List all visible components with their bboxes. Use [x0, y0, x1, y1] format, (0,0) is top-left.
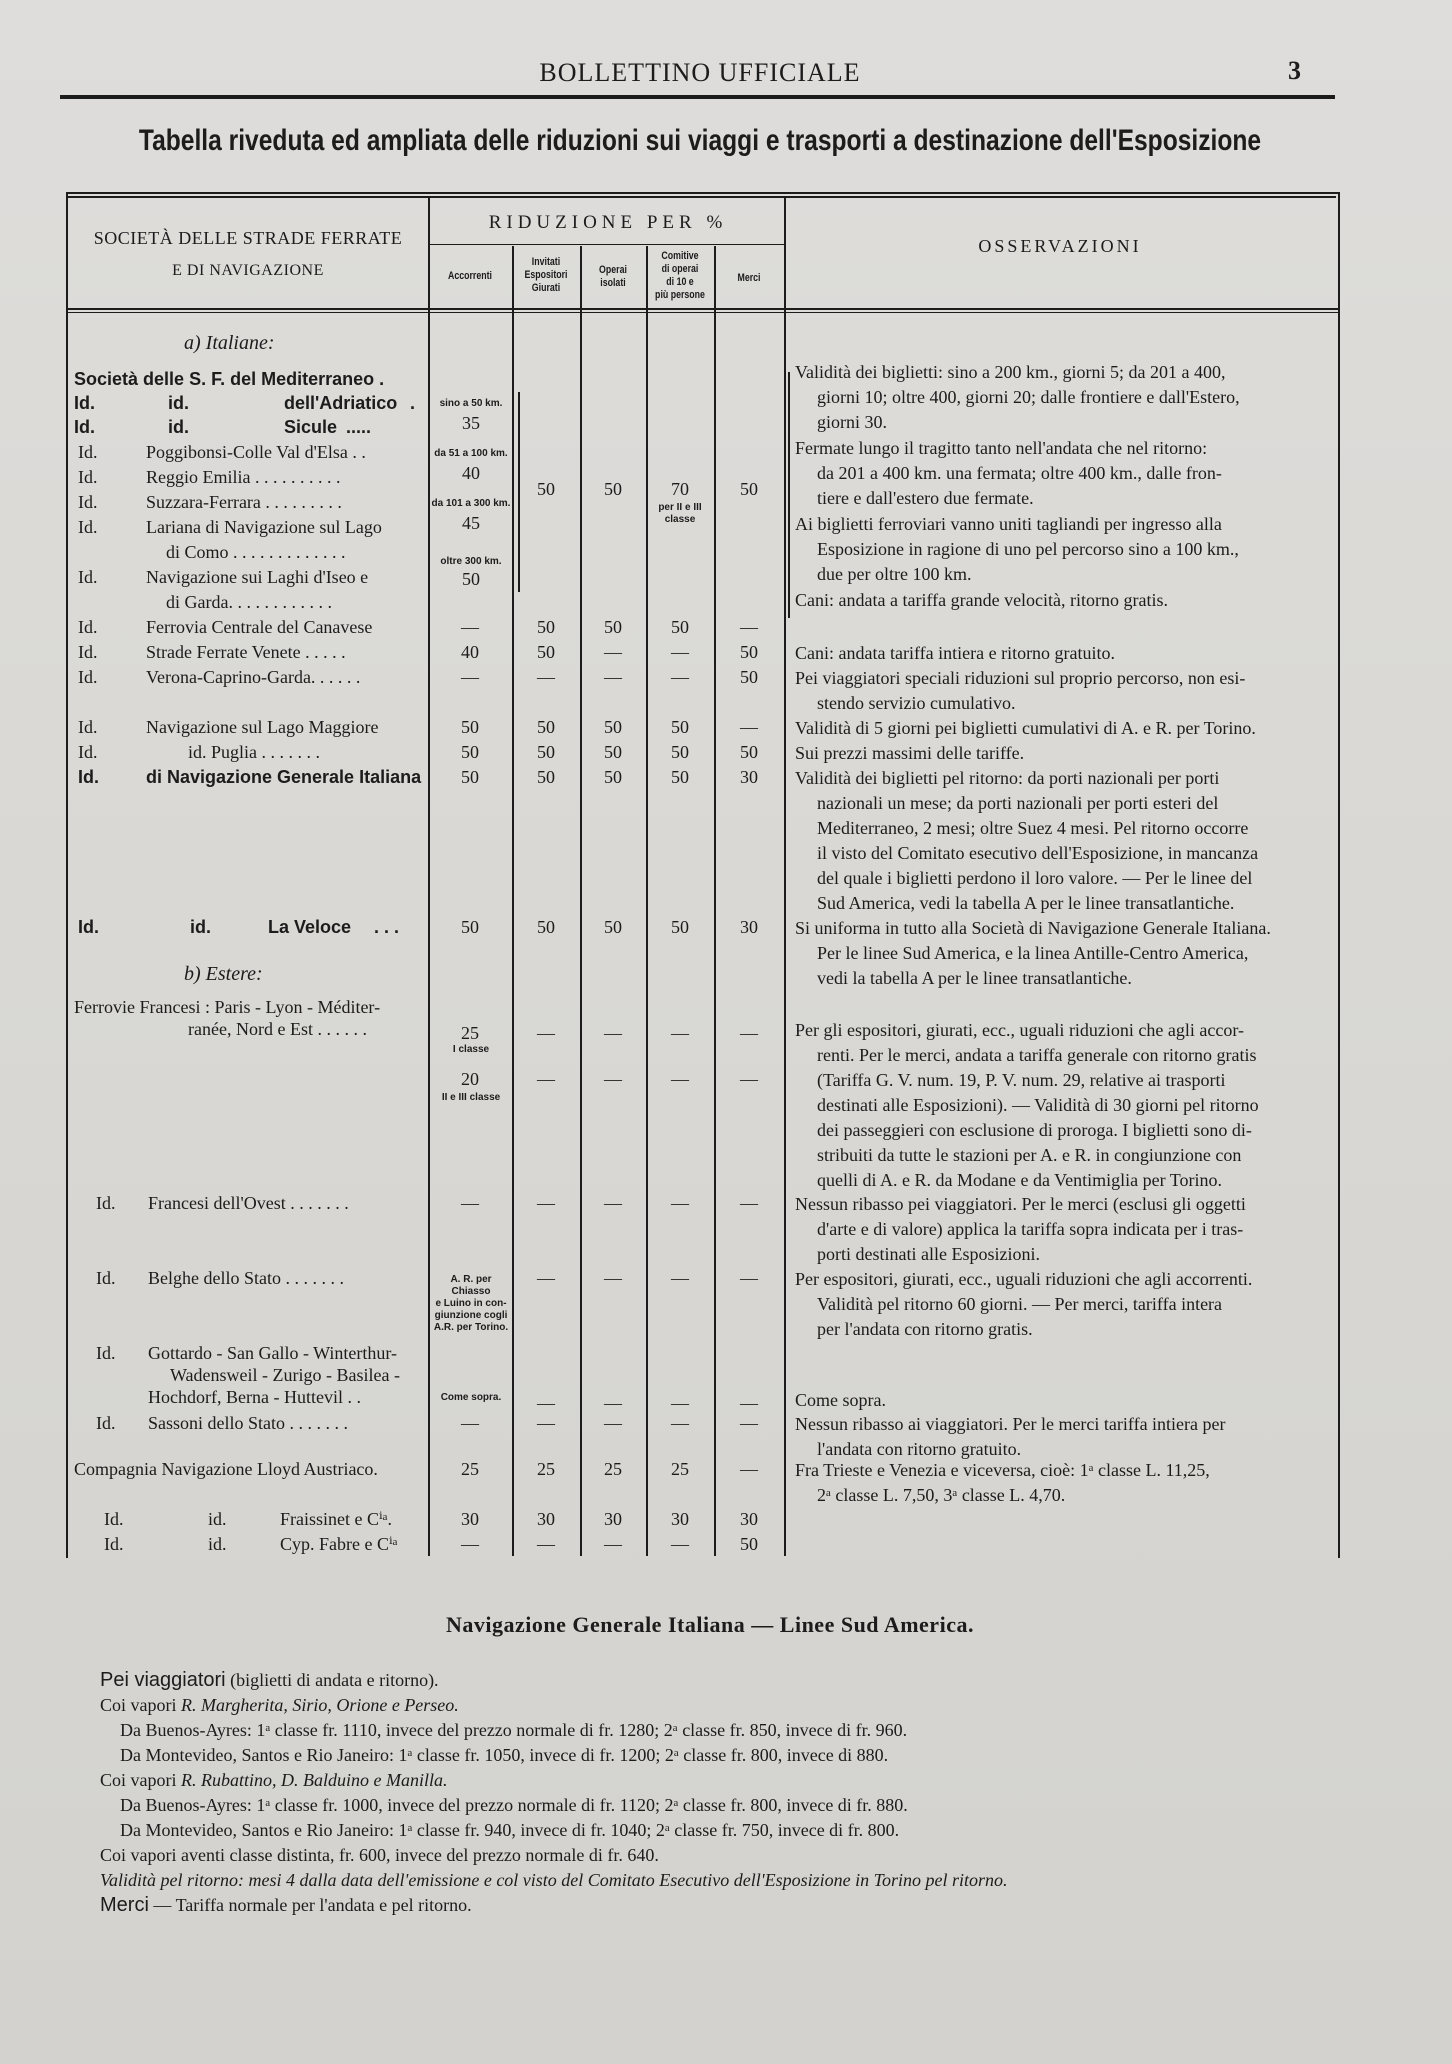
table-cell: — — [461, 667, 479, 687]
table-cell: — — [604, 1413, 622, 1433]
row-prefix: Id. — [78, 567, 98, 587]
table-row — [78, 491, 342, 513]
table-cell: — — [537, 1193, 555, 1213]
row-prefix: Id. — [78, 642, 98, 662]
bottom-line-text: Coi vapori aventi classe distinta, fr. 600, invece del prezzo normale di fr. 640. — [100, 1845, 659, 1865]
table-row — [104, 1508, 424, 1530]
table-cell: — — [537, 1393, 555, 1413]
table-cell: 50 — [604, 617, 622, 637]
observation-line: Validità pel ritorno 60 giorni. — Per merci, tariffa intera — [817, 1294, 1223, 1314]
observation-line: Validità dei biglietti: sino a 200 km., giorni 5; da 201 a 400, — [795, 362, 1226, 382]
header-osservazioni: OSSERVAZIONI — [978, 236, 1142, 256]
table-cell: 50 — [671, 917, 689, 937]
belghe-note-l3: giunzione cogli — [434, 1310, 508, 1321]
table-cell: 25 — [671, 1459, 689, 1479]
observation-line: 2ᵃ classe L. 7,50, 3ᵃ classe L. 4,70. — [817, 1485, 1066, 1505]
table-cell: 50 — [604, 917, 622, 937]
table-row — [104, 1533, 424, 1555]
observation-line: Cani: andata tariffa intiera e ritorno gratuito. — [795, 643, 1116, 663]
header-bottom-rule-2 — [66, 312, 1338, 313]
table-cell: — — [671, 667, 689, 687]
table-cell: 50 — [537, 742, 555, 762]
row-part: id. — [208, 1534, 227, 1554]
row-part: id. — [190, 917, 211, 937]
header-comitive-l3: di 10 e — [666, 276, 694, 288]
accorrenti-bracket-label: sino a 50 km. — [439, 398, 503, 409]
observation-line: Validità dei biglietti pel ritorno: da porti nazionali per porti — [795, 768, 1220, 788]
observation-block — [795, 1267, 1330, 1342]
table-cell: 30 — [461, 1509, 479, 1529]
belghe-note-l1: A. R. per Chiasso — [450, 1274, 492, 1297]
table-row — [96, 1192, 349, 1214]
row-name: Sicule — [284, 417, 338, 437]
observation-block — [795, 1388, 1330, 1413]
table-cell: — — [604, 1023, 622, 1043]
row-name: Verona-Caprino-Garda. . . . . . — [146, 667, 361, 687]
table-cell: 30 — [740, 917, 758, 937]
accorrenti-bracket-value: 45 — [462, 513, 480, 533]
observation-line: destinati alle Esposizioni). — Validità di 30 giorni pel ritorno — [817, 1095, 1259, 1115]
observation-block — [795, 716, 1330, 741]
header-operai-l1: Operai — [599, 264, 627, 276]
observation-line: due per oltre 100 km. — [817, 564, 972, 584]
row-prefix: Id. — [96, 1343, 116, 1363]
table-cell: 25 — [461, 1459, 479, 1479]
table-cell: 50 — [671, 767, 689, 787]
table-cell: — — [740, 1393, 758, 1413]
observation-line: (Tariffa G. V. num. 19, P. V. num. 29, relative ai trasporti — [817, 1070, 1226, 1090]
belghe-note-l4: A.R. per Torino. — [433, 1322, 509, 1333]
observation-line: Esposizione in ragione di uno pel percorso sino a 100 km., — [817, 539, 1239, 559]
table-cell: — — [671, 1413, 689, 1433]
row-prefix: Id. — [78, 767, 99, 787]
table-row — [78, 516, 382, 538]
table-row — [78, 466, 341, 488]
observation-line: Validità di 5 giorni pei biglietti cumulativi di A. e R. per Torino. — [795, 718, 1256, 738]
row-name: Ferrovia Centrale del Canavese — [146, 617, 373, 637]
table-row — [78, 441, 366, 463]
observation-block — [795, 741, 1330, 766]
header-bottom-rule — [66, 308, 1338, 310]
observation-line: Ai biglietti ferroviari vanno uniti tagliandi per ingresso alla — [795, 514, 1222, 534]
header-merci: Merci — [737, 272, 761, 284]
row-prefix: Id. — [74, 417, 95, 437]
observation-line: Per le linee Sud America, e la linea Antille-Centro America, — [817, 943, 1249, 963]
row-prefix: Società — [74, 369, 139, 389]
table-cell: 40 — [461, 642, 479, 662]
observation-block — [795, 512, 1330, 587]
table-cell: 50 — [671, 617, 689, 637]
observation-line: Cani: andata a tariffa grande velocità, ritorno gratis. — [795, 590, 1169, 610]
table-cell: 50 — [537, 717, 555, 737]
col-divider-invitati — [580, 246, 582, 1556]
bulletin-header-title: BOLLETTINO UFFICIALE — [539, 58, 861, 87]
table-cell: 50 — [740, 742, 758, 762]
header-operai-l2: isolati — [600, 277, 626, 289]
row-name: Sassoni dello Stato . . . . . . . — [148, 1413, 349, 1433]
bottom-line — [120, 1793, 908, 1817]
header-accorrenti: Accorrenti — [447, 270, 493, 282]
accorrenti-bracket-label: oltre 300 km. — [440, 556, 502, 567]
bottom-line-text: Da Montevideo, Santos e Rio Janeiro: 1ᵃ classe fr. 940, invece di fr. 1040; 2ᵃ classe fr. 750, invece di fr. 800. — [120, 1820, 900, 1840]
table-row — [78, 766, 422, 788]
table-cell: 30 — [740, 1509, 758, 1529]
accorrenti-bracket-value: 35 — [462, 413, 480, 433]
table-cell: 50 — [461, 717, 479, 737]
table-row — [78, 566, 369, 588]
table-cell: — — [740, 1413, 758, 1433]
table-row — [74, 368, 384, 390]
row-name: Suzzara-Ferrara . . . . . . . . . — [146, 492, 342, 512]
table-cell: 50 — [537, 642, 555, 662]
observation-line: Mediterraneo, 2 mesi; oltre Suez 4 mesi. Pel ritorno occorre — [817, 818, 1249, 838]
observation-block — [795, 1192, 1330, 1267]
row-name: La Veloce — [268, 917, 352, 937]
group1-comitive: 70 — [671, 479, 689, 499]
row-name: Strade Ferrate Venete . . . . . — [146, 642, 346, 662]
table-row: Hochdorf, Berna - Huttevil . . — [148, 1387, 361, 1407]
table-cell: 30 — [740, 767, 758, 787]
table-cell: — — [604, 1534, 622, 1554]
row-name: Francesi dell'Ovest . . . . . . . — [148, 1193, 349, 1213]
table-row — [78, 916, 424, 938]
section-estere: b) Estere: — [184, 963, 263, 985]
observation-line: giorni 30. — [817, 412, 887, 432]
row-name: Navigazione sul Lago Maggiore — [146, 717, 379, 737]
table-cell: — — [461, 1534, 479, 1554]
table-cell: — — [671, 642, 689, 662]
bottom-line — [100, 1768, 447, 1792]
table-cell: — — [671, 1069, 689, 1089]
row-name: di Navigazione Generale Italiana — [146, 767, 422, 787]
table-cell: 25 — [537, 1459, 555, 1479]
table-cell: — — [604, 1268, 622, 1288]
main-title: Tabella riveduta ed ampliata delle riduzioni sui viaggi e trasporti a destinazione dell'Esposizione — [138, 124, 1262, 157]
table-cell: 50 — [604, 767, 622, 787]
row-dots: . — [379, 369, 385, 389]
table-cell: 50 — [740, 667, 758, 687]
table-cell: 50 — [604, 717, 622, 737]
bottom-section-title: Navigazione Generale Italiana — Linee Sud America. — [446, 1612, 974, 1637]
table-cell: — — [604, 642, 622, 662]
table-cell: — — [740, 1069, 758, 1089]
table-row — [96, 1267, 344, 1289]
observation-line: Per gli espositori, giurati, ecc., uguali riduzioni che agli accor- — [795, 1020, 1244, 1040]
observations-bracket — [788, 372, 790, 618]
table-cell: — — [537, 1268, 555, 1288]
observation-line: del quale i biglietti perdono il loro valore. — Per le linee del — [817, 868, 1253, 888]
table-cell: 50 — [461, 742, 479, 762]
group1-merci: 50 — [740, 479, 758, 499]
table-cell: 30 — [537, 1509, 555, 1529]
observation-line: Si uniforma in tutto alla Società di Navigazione Generale Italiana. — [795, 918, 1271, 938]
table-row: di Como . . . . . . . . . . . . . — [166, 542, 346, 562]
bottom-line-label: Pei viaggiatori — [100, 1669, 226, 1691]
row-name: Reggio Emilia . . . . . . . . . . — [146, 467, 341, 487]
table-cell: 50 — [461, 917, 479, 937]
table-cell: 50 — [740, 642, 758, 662]
table-row — [78, 641, 346, 663]
table-cell: 50 — [671, 717, 689, 737]
table-cell: 50 — [537, 917, 555, 937]
table-cell: 50 — [740, 1534, 758, 1554]
observation-line: stendo servizio cumulativo. — [817, 693, 1016, 713]
row-prefix: Id. — [78, 667, 98, 687]
row-prefix: Id. — [78, 742, 98, 762]
observation-line: quelli di A. e R. da Modane e da Ventimiglia per Torino. — [817, 1170, 1222, 1190]
row-name: Belghe dello Stato . . . . . . . — [148, 1268, 344, 1288]
row-prefix: Id. — [96, 1193, 116, 1213]
bottom-line — [100, 1693, 459, 1717]
bottom-line-italic: R. Rubattino, D. Balduino e Manilla. — [181, 1770, 448, 1790]
table-cell: — — [671, 1393, 689, 1413]
table-row: di Garda. . . . . . . . . . . . — [166, 592, 332, 612]
header-invitati-l3: Giurati — [531, 282, 561, 294]
row-name: Cyp. Fabre e Cⁱᵃ — [280, 1534, 398, 1554]
table-row — [74, 392, 424, 414]
table-row — [78, 716, 379, 738]
table-cell: — — [604, 1193, 622, 1213]
observation-line: Sui prezzi massimi delle tariffe. — [795, 743, 1025, 763]
observation-line: Pei viaggiatori speciali riduzioni sul proprio percorso, non esi- — [795, 668, 1246, 688]
row-prefix: Id. — [74, 393, 95, 413]
bottom-line-text: — Tariffa normale per l'andata e pel ritorno. — [148, 1895, 472, 1915]
observation-line: porti destinati alle Esposizioni. — [817, 1244, 1040, 1264]
observation-line: renti. Per le merci, andata a tariffa generale con ritorno gratis — [817, 1045, 1257, 1065]
row-prefix: Id. — [78, 717, 98, 737]
table-cell: — — [537, 667, 555, 687]
row-prefix: Id. — [104, 1509, 124, 1529]
table-cell: 30 — [671, 1509, 689, 1529]
table-row — [74, 416, 424, 438]
bottom-line-italic: R. Margherita, Sirio, Orione e Perseo. — [181, 1695, 459, 1715]
observation-line: Fermate lungo il tragitto tanto nell'andata che nel ritorno: — [795, 438, 1208, 458]
observation-line: nazionali un mese; da porti nazionali per porti esteri del — [817, 793, 1219, 813]
observation-line: da 201 a 400 km. una fermata; oltre 400 km., dalle fron- — [817, 463, 1222, 483]
table-cell: 30 — [604, 1509, 622, 1529]
header-operai — [587, 264, 640, 290]
header-societa: SOCIETÀ DELLE STRADE FERRATE — [93, 228, 403, 248]
bottom-line-text: Coi vapori — [100, 1695, 181, 1715]
bottom-line-italic: Validità pel ritorno: mesi 4 dalla data dell'emissione e col visto del Comitato Esecutivo dell'Esposizione in Torino pel ritorno. — [100, 1870, 1008, 1890]
table-cell: — — [740, 1459, 758, 1479]
row-part: id. — [168, 417, 189, 437]
accorrenti-bracket-value: 40 — [462, 463, 480, 483]
bottom-line-text: (biglietti di andata e ritorno). — [225, 1670, 439, 1690]
row-prefix: Id. — [78, 467, 98, 487]
row-name: Gottardo - San Gallo - Winterthur- — [148, 1343, 398, 1363]
bottom-line — [100, 1843, 659, 1867]
bottom-line-label: Merci — [100, 1894, 149, 1916]
accorrenti-bracket-label: da 101 a 300 km. — [431, 498, 511, 509]
table-top-double-rule — [66, 196, 1336, 198]
bottom-line — [120, 1818, 899, 1842]
observation-block — [795, 360, 1330, 435]
table-row — [96, 1412, 349, 1434]
observation-block — [795, 1412, 1330, 1462]
row-part: id. — [208, 1509, 227, 1529]
observation-block — [795, 641, 1330, 666]
accorrenti-bracket-value: 50 — [462, 569, 480, 589]
observation-line: Nessun ribasso ai viaggiatori. Per le merci tariffa intiera per — [795, 1414, 1226, 1434]
row-name: Lariana di Navigazione sul Lago — [146, 517, 382, 537]
belghe-note-l2: e Luino in con- — [435, 1298, 507, 1309]
row-prefix: Id. — [78, 517, 98, 537]
observation-line: Nessun ribasso pei viaggiatori. Per le merci (esclusi gli oggetti — [795, 1194, 1246, 1214]
bottom-line — [100, 1893, 472, 1917]
observation-line: tiere e dall'estero due fermate. — [817, 488, 1034, 508]
header-riduzione: RIDUZIONE PER % — [488, 212, 728, 233]
header-navigazione: E DI NAVIGAZIONE — [172, 262, 324, 279]
observation-line: giorni 10; oltre 400, giorni 20; dalle frontiere e dall'Estero, — [817, 387, 1240, 407]
table-cell: — — [461, 617, 479, 637]
row-prefix: Id. — [78, 442, 98, 462]
row-prefix: Id. — [78, 617, 98, 637]
table-cell: — — [537, 1023, 555, 1043]
table-cell: — — [461, 1193, 479, 1213]
table-cell: 50 — [537, 617, 555, 637]
header-comitive — [653, 250, 707, 302]
observation-line: dei passeggieri con esclusione di proroga. I biglietti sono di- — [817, 1120, 1252, 1140]
riduzione-underline — [428, 244, 784, 245]
table-cell: 50 — [461, 767, 479, 787]
table-cell: — — [740, 1193, 758, 1213]
observation-block — [795, 436, 1330, 511]
table-cell: — — [740, 1023, 758, 1043]
bottom-line-text: Da Buenos-Ayres: 1ᵃ classe fr. 1000, invece del prezzo normale di fr. 1120; 2ᵃ classe fr. 800, invece di fr. 880. — [120, 1795, 908, 1815]
row-part: delle S. F. del — [143, 369, 257, 389]
observation-line: Come sopra. — [795, 1390, 886, 1410]
observation-line: stribuiti da tutte le stazioni per A. e R. in congiunzione con — [817, 1145, 1242, 1165]
row-name: dell'Adriatico — [284, 393, 398, 413]
row-prefix: Id. — [96, 1268, 116, 1288]
table-cell: — — [740, 1268, 758, 1288]
col-divider-comitive — [714, 246, 716, 1556]
observation-line: Fra Trieste e Venezia e viceversa, cioè: 1ᵃ classe L. 11,25, — [795, 1460, 1210, 1480]
row-name: Navigazione sui Laghi d'Iseo e — [146, 567, 369, 587]
observation-line: Sud America, vedi la tabella A per le linee transatlantiche. — [817, 893, 1235, 913]
belghe-note — [430, 1274, 512, 1334]
header-comitive-l4: più persone — [655, 289, 705, 301]
observation-line: Per espositori, giurati, ecc., uguali riduzioni che agli accorrenti. — [795, 1269, 1253, 1289]
row-prefix: Id. — [96, 1413, 116, 1433]
table-cell: — — [604, 667, 622, 687]
header-invitati-l1: Invitati — [531, 256, 561, 268]
observation-line: d'arte e di valore) applica la tariffa sopra indicata per i tras- — [817, 1219, 1244, 1239]
table-cell: 25 — [461, 1023, 479, 1043]
francesi-note-2: II e III classe — [441, 1092, 501, 1103]
row-prefix: Id. — [78, 917, 99, 937]
header-comitive-l1: Comitive — [661, 250, 699, 262]
observation-block — [795, 1018, 1330, 1193]
row-dots: . — [410, 393, 416, 413]
observation-block — [795, 588, 1330, 613]
bottom-line-text: Coi vapori — [100, 1770, 181, 1790]
table-cell: — — [671, 1023, 689, 1043]
table-cell: 25 — [604, 1459, 622, 1479]
table-cell: — — [461, 1413, 479, 1433]
table-row: Ferrovie Francesi : Paris - Lyon - Méditer- — [74, 997, 381, 1017]
francesi-note-1: I classe — [452, 1044, 490, 1055]
table-cell: — — [671, 1193, 689, 1213]
row-part: id. — [168, 393, 189, 413]
gottardo-note: Come sopra. — [440, 1392, 502, 1403]
observation-block — [795, 1458, 1330, 1508]
group1-comitive-note: per II e III classe — [658, 502, 702, 525]
table-cell: — — [604, 1393, 622, 1413]
table-cell: — — [740, 617, 758, 637]
table-row — [78, 741, 321, 763]
table-cell: 50 — [671, 742, 689, 762]
observation-block — [795, 666, 1330, 716]
observation-line: il visto del Comitato esecutivo dell'Esposizione, in mancanza — [817, 843, 1259, 863]
col-divider-merci — [784, 196, 786, 1556]
row-name: Fraissinet e Cⁱᵃ. — [280, 1509, 393, 1529]
observation-line: vedi la tabella A per le linee transatlantiche. — [817, 968, 1132, 988]
row-dots: . . . — [374, 917, 400, 937]
accorrenti-bracket-label: da 51 a 100 km. — [434, 448, 508, 459]
group1-operai: 50 — [604, 479, 622, 499]
table-row: Compagnia Navigazione Lloyd Austriaco. — [74, 1459, 378, 1479]
header-comitive-l2: di operai — [661, 263, 699, 275]
table-cell: — — [740, 717, 758, 737]
header-invitati-l2: Espositori — [524, 269, 568, 281]
table-row: ranée, Nord e Est . . . . . . — [188, 1019, 367, 1039]
table-cell: — — [671, 1268, 689, 1288]
row-name: Poggibonsi-Colle Val d'Elsa . . — [146, 442, 366, 462]
table-cell: 20 — [461, 1069, 479, 1089]
table-cell: — — [671, 1534, 689, 1554]
table-cell: — — [537, 1069, 555, 1089]
observation-block — [795, 766, 1330, 916]
bottom-line-text: Da Montevideo, Santos e Rio Janeiro: 1ᵃ classe fr. 1050, invece di fr. 1200; 2ᵃ classe fr. 800, invece di 880. — [120, 1745, 889, 1765]
row-prefix: Id. — [78, 492, 98, 512]
table-row: Wadensweil - Zurigo - Basilea - — [170, 1365, 400, 1385]
observation-line: per l'andata con ritorno gratis. — [817, 1319, 1033, 1339]
group1-invitati: 50 — [537, 479, 555, 499]
table-cell: — — [604, 1069, 622, 1089]
page-number: 3 — [1288, 56, 1301, 85]
table-cell: — — [537, 1413, 555, 1433]
row-dots: ..... — [346, 417, 372, 437]
col-divider-accorrenti — [512, 246, 514, 1556]
bottom-line-text: Da Buenos-Ayres: 1ᵃ classe fr. 1110, invece del prezzo normale di fr. 1280; 2ᵃ classe fr. 850, invece di fr. 960. — [120, 1720, 908, 1740]
table-row — [78, 616, 373, 638]
bottom-line — [120, 1743, 888, 1767]
col-divider-operai — [646, 246, 648, 1556]
header-invitati — [519, 256, 573, 295]
table-cell: — — [537, 1534, 555, 1554]
table-cell: 50 — [537, 767, 555, 787]
header-rule — [60, 95, 1335, 99]
table-row — [78, 666, 361, 688]
observation-block — [795, 916, 1330, 991]
bottom-line — [100, 1868, 1007, 1892]
section-italiane: a) Italiane: — [184, 332, 275, 354]
bottom-line — [100, 1668, 439, 1692]
table-row — [96, 1342, 398, 1364]
row-name: Mediterraneo — [261, 369, 375, 389]
observation-line: l'andata con ritorno gratuito. — [817, 1439, 1022, 1459]
bottom-line — [120, 1718, 907, 1742]
row-prefix: Id. — [104, 1534, 124, 1554]
row-name: id. Puglia . . . . . . . — [188, 742, 321, 762]
table-cell: 50 — [604, 742, 622, 762]
